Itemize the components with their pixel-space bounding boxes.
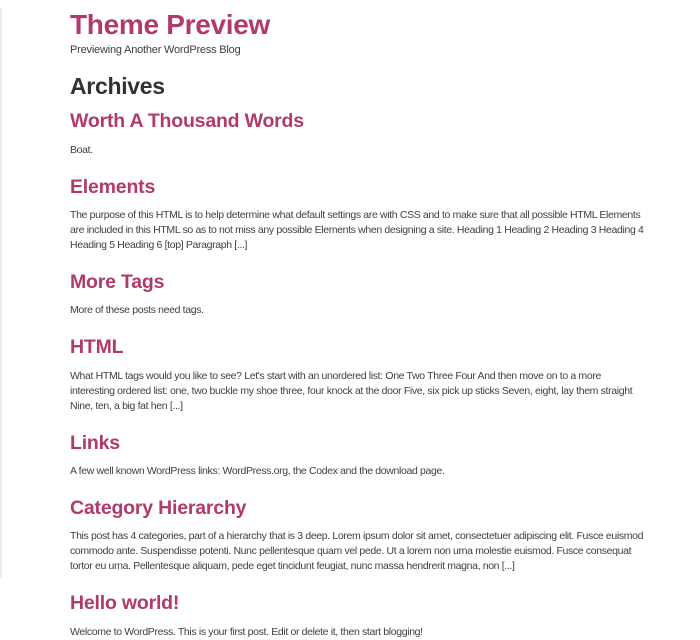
post-excerpt: This post has 4 categories, part of a hierarchy that is 3 deep. Lorem ipsum dolor sit amet, consectetuer adipiscing elit. Fusce euismod commodo ante. Suspendisse potenti. Nunc pellentesque quam vel pede. Ut a lorem non urna molestie euismod. Fusce consequat tortor eu urna. Pellentesque aliquam, pede eget tincidunt feugiat, nunc massa hendrerit magna, non [...] xyxy=(70,530,644,573)
post-title xyxy=(70,431,644,455)
post-title-link[interactable]: More Tags xyxy=(70,270,165,293)
post-excerpt: A few well known WordPress links: WordPress.org, the Codex and the download page. xyxy=(70,465,445,478)
post-title xyxy=(70,109,644,133)
post xyxy=(70,109,644,157)
post-title xyxy=(70,270,644,294)
post-title xyxy=(70,591,644,615)
post-title-link[interactable]: Links xyxy=(70,431,120,454)
post-title-link[interactable]: Elements xyxy=(70,175,156,198)
post-title-link[interactable]: HTML xyxy=(70,336,124,359)
post-title xyxy=(70,496,644,520)
page-title: Archives xyxy=(70,72,165,99)
post-excerpt: Welcome to WordPress. This is your first post. Edit or delete it, then start blogging! xyxy=(70,625,423,638)
posts-list xyxy=(70,109,644,640)
site-description: Previewing Another WordPress Blog xyxy=(70,43,241,56)
post-excerpt: More of these posts need tags. xyxy=(70,304,204,317)
post-excerpt: The purpose of this HTML is to help determine what default settings are with CSS and to make sure that all possible HTML Elements are included in this HTML so as to not miss any possible Elements when designing a site. Heading 1 Heading 2 Heading 3 Heading 4 Heading 5 Heading 6 [top] Paragraph [...] xyxy=(70,208,644,251)
site-title-link[interactable]: Theme Preview xyxy=(70,9,270,40)
site-title xyxy=(70,8,644,42)
post-excerpt: What HTML tags would you like to see? Let's start with an unordered list: One Two Three Four And then move on to a more interesting ordered list: one, two buckle my shoe three, four knock at the door Five, six pick up sticks Seven, eight, lay them straight Nine, ten, a big fat hen [...] xyxy=(70,369,633,412)
post-title xyxy=(70,175,644,199)
page-container xyxy=(70,8,644,640)
post-title xyxy=(70,335,644,359)
post-excerpt: Boat. xyxy=(70,143,93,156)
post xyxy=(70,591,644,639)
site-header xyxy=(70,8,644,56)
post-title-link[interactable]: Category Hierarchy xyxy=(70,497,247,520)
post xyxy=(70,431,644,479)
post xyxy=(70,496,644,574)
post xyxy=(70,270,644,318)
post-title-link[interactable]: Hello world! xyxy=(70,592,180,615)
post xyxy=(70,175,644,253)
post xyxy=(70,335,644,413)
post-title-link[interactable]: Worth A Thousand Words xyxy=(70,110,304,133)
